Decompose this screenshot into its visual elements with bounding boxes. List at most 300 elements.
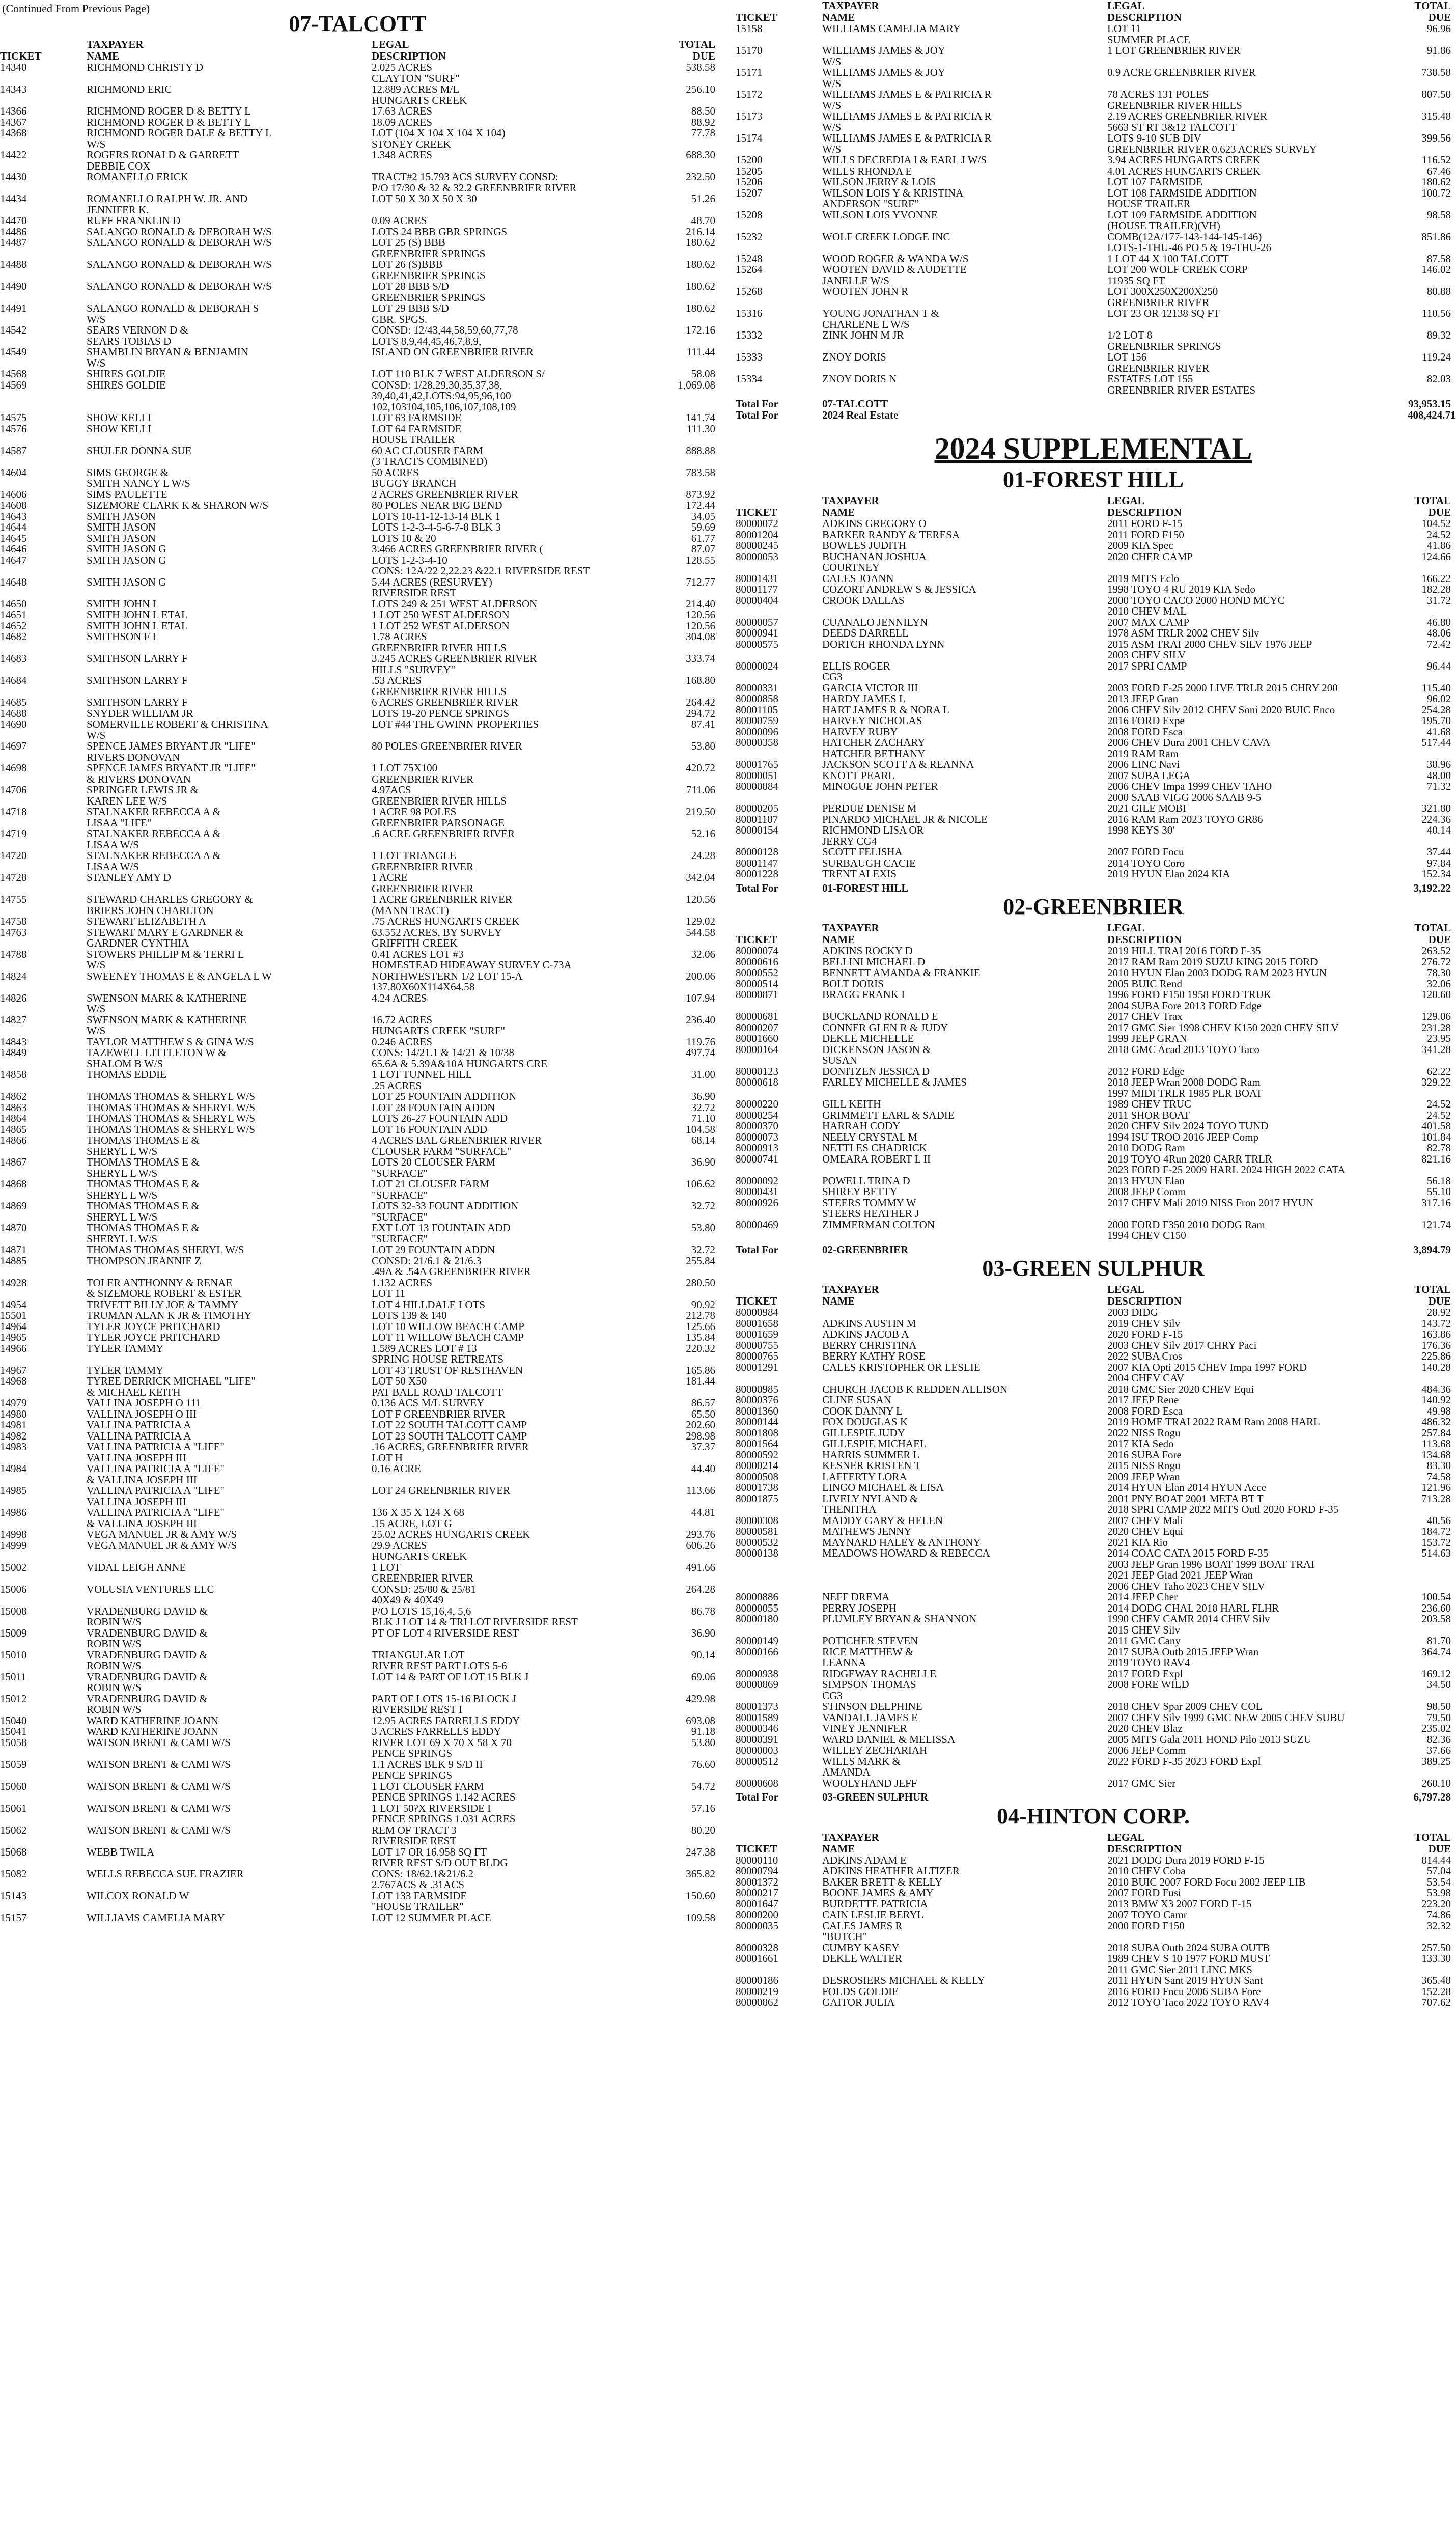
- header-taxpayer: TAXPAYER: [822, 0, 879, 12]
- table-row: [0, 1332, 715, 1343]
- ticket-cell: 14587: [0, 444, 27, 457]
- taxpayer-name-cell: SURBAUGH CACIE: [822, 856, 916, 869]
- table-row: [0, 927, 715, 949]
- ticket-cell: 14690: [0, 718, 27, 730]
- legal-description-cell: 2007 TOYO Camr: [1107, 1908, 1187, 1921]
- total-due-cell: 69.06: [691, 1670, 715, 1683]
- total-due-cell: 514.63: [1421, 1547, 1451, 1559]
- ticket-cell: 14720: [0, 849, 27, 862]
- taxpayer-name-cell: SEARS VERNON D & SEARS TOBIAS D: [87, 324, 188, 347]
- legal-description-cell: 2022 FORD F-35 2023 FORD Expl: [1107, 1755, 1261, 1767]
- table-row: [0, 719, 715, 741]
- legal-description-cell: LOTS 10-11-12-13-14 BLK 1: [372, 510, 500, 522]
- table-row: [0, 1913, 715, 1924]
- legal-description-cell: 0.41 ACRES LOT #3 HOMESTEAD HIDEAWAY SURVEY C-73A: [372, 948, 572, 971]
- legal-description-cell: 2019 CHEV Silv: [1107, 1317, 1181, 1330]
- table-row: [0, 281, 715, 303]
- ticket-cell: 80000681: [736, 1010, 778, 1022]
- total-due-cell: 317.16: [1421, 1196, 1451, 1209]
- taxpayer-name-cell: WILLS DECREDIA I & EARL J W/S: [822, 154, 987, 166]
- header-taxpayer: TAXPAYER: [822, 494, 879, 507]
- table-row: [0, 128, 715, 150]
- total-district: 07-TALCOTT: [822, 398, 888, 410]
- ticket-cell: 80001177: [736, 583, 778, 595]
- table-row: [0, 1091, 715, 1102]
- table-row: [0, 949, 715, 971]
- legal-description-cell: NORTHWESTERN 1/2 LOT 15-A 137.80X60X114X64.58: [372, 970, 523, 993]
- total-due-cell: 62.22: [1426, 1065, 1451, 1077]
- total-amount: 408,424.71: [1408, 408, 1456, 421]
- ticket-cell: 80001187: [736, 813, 778, 825]
- ticket-cell: 80001659: [736, 1328, 778, 1340]
- legal-description-cell: 80 POLES GREENBRIER RIVER: [372, 740, 522, 752]
- ticket-cell: 15207: [736, 186, 763, 199]
- total-due-cell: 235.02: [1421, 1722, 1451, 1734]
- taxpayer-name-cell: SALANGO RONALD & DEBORAH S W/S: [87, 302, 259, 325]
- header-ticket: TICKET: [736, 506, 777, 518]
- total-due-cell: 212.78: [686, 1309, 715, 1321]
- column-header-top: [0, 39, 715, 50]
- total-due-cell: 255.84: [686, 1254, 715, 1267]
- header-legal: LEGAL: [1107, 1831, 1145, 1843]
- taxpayer-name-cell: GILLESPIE MICHAEL: [822, 1437, 927, 1450]
- real-estate-total-row: [736, 408, 1456, 421]
- total-due-cell: 116.52: [1422, 154, 1451, 166]
- ticket-cell: 15316: [736, 307, 763, 319]
- ticket-cell: 15248: [736, 252, 763, 265]
- table-row: [736, 1866, 1451, 1877]
- total-due-cell: 38.96: [1426, 758, 1451, 770]
- table-row: [0, 599, 715, 610]
- total-due-cell: 77.78: [691, 127, 715, 139]
- total-due-cell: 87.07: [691, 543, 715, 555]
- taxpayer-name-cell: TAYLOR MATTHEW S & GINA W/S: [87, 1035, 254, 1048]
- left-header: [0, 39, 715, 62]
- ticket-cell: 80001658: [736, 1317, 778, 1330]
- legal-description-cell: LOTS 32-33 FOUNT ADDITION "SURFACE": [372, 1200, 519, 1223]
- total-due-cell: 146.02: [1421, 263, 1451, 275]
- ticket-cell: 15268: [736, 285, 763, 297]
- district-section: [736, 1255, 1451, 1803]
- ticket-cell: 80000581: [736, 1525, 778, 1537]
- ticket-cell: 80000164: [736, 1043, 778, 1056]
- total-due-cell: 176.36: [1421, 1339, 1451, 1351]
- total-due-cell: 333.74: [686, 652, 715, 665]
- legal-description-cell: LOT 29 FOUNTAIN ADDN: [372, 1243, 495, 1256]
- header-description: DESCRIPTION: [1107, 1295, 1182, 1307]
- legal-description-cell: 2016 FORD Expe: [1107, 714, 1185, 727]
- table-row: [736, 1592, 1451, 1603]
- legal-description-cell: LOT 26 (S)BBB GREENBRIER SPRINGS: [372, 258, 486, 282]
- taxpayer-name-cell: STEERS TOMMY W STEERS HEATHER J: [822, 1196, 919, 1220]
- table-row: [736, 715, 1451, 727]
- ticket-cell: 80000984: [736, 1306, 778, 1318]
- taxpayer-name-cell: WOOD ROGER & WANDA W/S: [822, 252, 969, 265]
- talcott-rows-left: [0, 62, 715, 1923]
- total-due-cell: 166.22: [1421, 572, 1451, 585]
- ticket-cell: 80001228: [736, 868, 778, 880]
- ticket-cell: 14728: [0, 871, 27, 883]
- total-due-cell: 342.04: [686, 871, 715, 883]
- taxpayer-name-cell: THOMAS THOMAS E & SHERYL L W/S: [87, 1222, 200, 1245]
- taxpayer-name-cell: VRADENBURG DAVID & ROBIN W/S: [87, 1604, 208, 1628]
- total-due-cell: 32.06: [1426, 977, 1451, 990]
- ticket-cell: 80000512: [736, 1755, 778, 1767]
- total-due-cell: 52.16: [691, 827, 715, 840]
- legal-description-cell: 2005 BUIC Rend: [1107, 977, 1182, 990]
- table-row: [736, 111, 1451, 133]
- total-due-cell: 100.72: [1421, 186, 1451, 199]
- table-row: [0, 1047, 715, 1069]
- total-due-cell: 236.60: [1421, 1601, 1451, 1614]
- total-due-cell: 53.80: [691, 1222, 715, 1234]
- total-due-cell: 78.30: [1426, 966, 1451, 979]
- total-due-cell: 263.52: [1421, 945, 1451, 957]
- ticket-cell: 14487: [0, 236, 27, 248]
- ticket-cell: 15264: [736, 263, 763, 275]
- taxpayer-name-cell: RICHMOND ROGER DALE & BETTY L W/S: [87, 127, 272, 150]
- table-row: [736, 1154, 1451, 1176]
- total-due-cell: 401.58: [1421, 1120, 1451, 1132]
- legal-description-cell: 1.132 ACRES LOT 11: [372, 1276, 433, 1299]
- total-due-cell: 538.58: [686, 61, 715, 73]
- legal-description-cell: CONSD: 21/6.1 & 21/6.3 .49A & .54A GREENBRIER RIVER: [372, 1254, 531, 1278]
- table-row: [736, 1745, 1451, 1756]
- ticket-cell: 80000328: [736, 1941, 778, 1954]
- legal-description-cell: 2020 CHEV Blaz: [1107, 1722, 1183, 1734]
- table-row: [0, 1715, 715, 1727]
- legal-description-cell: TRACT#2 15.793 ACS SURVEY CONSD: P/O 17/30 & 32 & 32.2 GREENBRIER RIVER: [372, 171, 577, 194]
- supplemental-sections: [736, 466, 1451, 2008]
- taxpayer-name-cell: HARRIS SUMMER L: [822, 1448, 920, 1461]
- table-row: [736, 1669, 1451, 1680]
- legal-description-cell: 2022 SUBA Cros: [1107, 1350, 1183, 1362]
- table-row: [736, 133, 1451, 155]
- total-due-cell: 163.86: [1421, 1328, 1451, 1340]
- ticket-cell: 14967: [0, 1364, 27, 1376]
- ticket-cell: 15008: [0, 1604, 27, 1617]
- total-due-cell: 32.06: [691, 948, 715, 960]
- total-due-cell: 389.25: [1421, 1755, 1451, 1767]
- table-row: [0, 1256, 715, 1278]
- taxpayer-name-cell: TYLER TAMMY: [87, 1342, 164, 1354]
- ticket-cell: 14651: [0, 608, 27, 621]
- ticket-cell: 14576: [0, 422, 27, 435]
- header-name: NAME: [822, 1842, 855, 1855]
- table-row: [736, 595, 1451, 617]
- legal-description-cell: 2003 DIDG: [1107, 1306, 1158, 1318]
- taxpayer-name-cell: NETTLES CHADRICK: [822, 1142, 927, 1154]
- legal-description-cell: LOTS 26-27 FOUNTAIN ADD: [372, 1112, 508, 1124]
- legal-description-cell: 2020 CHEV Equi: [1107, 1525, 1183, 1537]
- total-due-cell: 100.54: [1421, 1591, 1451, 1603]
- table-row: [736, 1548, 1451, 1592]
- ticket-cell: 80000741: [736, 1152, 778, 1165]
- table-row: [736, 781, 1451, 803]
- legal-description-cell: 2020 CHEV Silv 2024 TOYO TUND: [1107, 1120, 1269, 1132]
- taxpayer-name-cell: VALLINA PATRICIA A: [87, 1419, 191, 1431]
- ticket-cell: 80001738: [736, 1481, 778, 1493]
- total-due-cell: 32.72: [691, 1200, 715, 1212]
- taxpayer-name-cell: WATSON BRENT & CAMI W/S: [87, 1736, 231, 1749]
- legal-description-cell: 0.246 ACRES: [372, 1035, 433, 1048]
- ticket-cell: 14646: [0, 543, 27, 555]
- legal-description-cell: ESTATES LOT 155 GREENBRIER RIVER ESTATES: [1107, 373, 1256, 396]
- total-due-cell: 74.58: [1426, 1470, 1451, 1483]
- table-row: [736, 1362, 1451, 1384]
- header-due: DUE: [1428, 11, 1451, 23]
- legal-description-cell: 2007 FORD Fusi: [1107, 1887, 1181, 1899]
- legal-description-cell: 2010 HYUN Elan 2003 DODG RAM 2023 HYUN: [1107, 966, 1327, 979]
- table-row: [736, 617, 1451, 628]
- ticket-cell: 14648: [0, 575, 27, 588]
- taxpayer-name-cell: SCOTT FELISHA: [822, 846, 903, 858]
- legal-description-cell: 2011 HYUN Sant 2019 HYUN Sant: [1107, 1974, 1263, 1986]
- legal-description-cell: 2016 SUBA Fore: [1107, 1448, 1182, 1461]
- taxpayer-name-cell: WILSON LOIS Y & KRISTINA ANDERSON "SURF": [822, 186, 964, 210]
- table-row: [736, 1756, 1451, 1778]
- ticket-cell: 80000794: [736, 1865, 778, 1877]
- legal-description-cell: 3.94 ACRES HUNGARTS CREEK: [1107, 154, 1261, 166]
- taxpayer-name-cell: SMITHSON LARRY F: [87, 652, 188, 665]
- taxpayer-name-cell: CALES JAMES R "BUTCH": [822, 1919, 903, 1943]
- table-row: [736, 759, 1451, 770]
- table-row: [736, 1986, 1451, 1998]
- ticket-cell: 80001204: [736, 528, 778, 541]
- ticket-cell: 15158: [736, 22, 763, 35]
- total-due-cell: 341.28: [1421, 1043, 1451, 1056]
- taxpayer-name-cell: STINSON DELPHINE: [822, 1700, 922, 1712]
- total-due-cell: 44.40: [691, 1462, 715, 1475]
- header-legal: LEGAL: [1107, 0, 1145, 12]
- legal-description-cell: 1 LOT CLOUSER FARM PENCE SPRINGS 1.142 ACRES: [372, 1780, 516, 1803]
- header-total: TOTAL: [1414, 0, 1451, 12]
- table-row: [0, 1726, 715, 1737]
- total-due-cell: 165.86: [686, 1364, 715, 1376]
- table-row: [736, 1877, 1451, 1888]
- table-row: [736, 770, 1451, 782]
- table-row: [0, 227, 715, 238]
- taxpayer-name-cell: SHOW KELLI: [87, 411, 152, 424]
- taxpayer-name-cell: WARD DANIEL & MELISSA: [822, 1733, 956, 1746]
- table-row: [0, 807, 715, 828]
- legal-description-cell: LOT 200 WOLF CREEK CORP 11935 SQ FT: [1107, 263, 1248, 287]
- ticket-cell: 80001372: [736, 1875, 778, 1888]
- table-row: [0, 511, 715, 522]
- legal-description-cell: LOT 14 & PART OF LOT 15 BLK J: [372, 1670, 529, 1683]
- ticket-cell: 14985: [0, 1484, 27, 1497]
- table-row: [736, 1220, 1451, 1241]
- legal-description-cell: CONS: 14/21.1 & 14/21 & 10/38 65.6A & 5.39A&10A HUNGARTS CRE: [372, 1046, 548, 1070]
- table-row: [0, 259, 715, 281]
- taxpayer-name-cell: ZNOY DORIS N: [822, 373, 897, 385]
- table-row: [0, 467, 715, 489]
- total-due-cell: 120.56: [686, 619, 715, 632]
- taxpayer-name-cell: WILLEY ZECHARIAH: [822, 1744, 928, 1756]
- table-row: [0, 1672, 715, 1694]
- ticket-cell: 14788: [0, 948, 27, 960]
- ticket-cell: 80001147: [736, 856, 778, 869]
- taxpayer-name-cell: SMITH JOHN L: [87, 597, 159, 610]
- taxpayer-name-cell: OMEARA ROBERT L II: [822, 1152, 931, 1165]
- right-column: [736, 0, 1456, 2008]
- legal-description-cell: 2007 MAX CAMP: [1107, 616, 1190, 628]
- legal-description-cell: 2000 FORD F350 2010 DODG Ram 1994 CHEV C150: [1107, 1218, 1265, 1241]
- legal-description-cell: LOT 25 (S) BBB GREENBRIER SPRINGS: [372, 236, 486, 260]
- table-row: [0, 653, 715, 675]
- ticket-cell: 80000941: [736, 627, 778, 639]
- total-due-cell: 712.77: [686, 575, 715, 588]
- total-due-cell: 37.44: [1426, 846, 1451, 858]
- legal-description-cell: P/O LOTS 15,16,4, 5,6 BLK J LOT 14 & TRI LOT RIVERSIDE REST: [372, 1604, 578, 1628]
- taxpayer-name-cell: ZNOY DORIS: [822, 351, 886, 363]
- table-row: [0, 1376, 715, 1398]
- ticket-cell: 14870: [0, 1222, 27, 1234]
- total-due-cell: 202.60: [686, 1419, 715, 1431]
- taxpayer-name-cell: ELLIS ROGER CG3: [822, 659, 890, 683]
- taxpayer-name-cell: DEKLE MICHELLE: [822, 1032, 914, 1044]
- table-row: [736, 330, 1451, 352]
- legal-description-cell: LOTS 1-2-3-4-5-6-7-8 BLK 3: [372, 521, 501, 533]
- table-row: [0, 117, 715, 128]
- legal-description-cell: LOTS 249 & 251 WEST ALDERSON: [372, 597, 538, 610]
- taxpayer-name-cell: TRENT ALEXIS: [822, 868, 897, 880]
- total-due-cell: 87.58: [1426, 252, 1451, 265]
- total-due-cell: 141.74: [686, 411, 715, 424]
- total-due-cell: 257.50: [1421, 1941, 1451, 1954]
- table-row: [736, 1460, 1451, 1472]
- header-description: DESCRIPTION: [1107, 933, 1182, 946]
- taxpayer-name-cell: DICKENSON JASON & SUSAN: [822, 1043, 931, 1066]
- header-total: TOTAL: [1414, 922, 1451, 934]
- ticket-cell: 14863: [0, 1101, 27, 1114]
- ticket-cell: 14980: [0, 1407, 27, 1420]
- ticket-cell: 15170: [736, 44, 763, 57]
- ticket-cell: 80000207: [736, 1021, 778, 1034]
- ticket-cell: 14858: [0, 1068, 27, 1081]
- header-taxpayer: TAXPAYER: [822, 922, 879, 934]
- ticket-cell: 14983: [0, 1441, 27, 1453]
- table-row: [736, 1636, 1451, 1647]
- table-row: [0, 850, 715, 872]
- total-due-cell: 129.06: [1421, 1010, 1451, 1022]
- taxpayer-name-cell: SIMS GEORGE & SMITH NANCY L W/S: [87, 466, 190, 489]
- header-legal: LEGAL: [1107, 1283, 1145, 1295]
- ticket-cell: 14698: [0, 762, 27, 774]
- table-row: [0, 237, 715, 259]
- total-due-cell: 88.50: [691, 105, 715, 117]
- taxpayer-name-cell: SIZEMORE CLARK K & SHARON W/S: [87, 499, 269, 511]
- taxpayer-name-cell: THOMAS THOMAS E & SHERYL L W/S: [87, 1178, 200, 1201]
- legal-description-cell: 2017 GMC Sier: [1107, 1777, 1176, 1789]
- taxpayer-name-cell: WILLIAMS CAMELIA MARY: [822, 22, 961, 35]
- ticket-cell: 80000331: [736, 681, 778, 694]
- legal-description-cell: LOT 29 BBB S/D GBR. SPGS.: [372, 302, 449, 325]
- taxpayer-name-cell: SMITHSON LARRY F: [87, 674, 188, 686]
- ticket-cell: 80000051: [736, 769, 778, 782]
- table-row: [0, 1321, 715, 1333]
- table-row: [736, 869, 1451, 880]
- table-row: [736, 551, 1451, 573]
- total-due-cell: 109.58: [686, 1911, 715, 1924]
- legal-description-cell: 1994 ISU TROO 2016 JEEP Comp: [1107, 1130, 1258, 1143]
- table-row: [736, 946, 1451, 957]
- legal-description-cell: 2 ACRES GREENBRIER RIVER: [372, 488, 518, 501]
- ticket-cell: 80000072: [736, 517, 778, 530]
- district-total-row: [736, 1792, 1451, 1803]
- ticket-cell: 14569: [0, 378, 27, 391]
- total-due-cell: 37.66: [1426, 1744, 1451, 1756]
- taxpayer-name-cell: VALLINA PATRICIA A "LIFE" & VALLINA JOSEPH III: [87, 1506, 225, 1530]
- ticket-cell: 15172: [736, 88, 763, 100]
- legal-description-cell: LOT 50 X 30 X 50 X 30: [372, 192, 477, 205]
- total-due-cell: 110.56: [1422, 307, 1451, 319]
- table-row: [736, 1778, 1451, 1789]
- table-row: [0, 708, 715, 719]
- total-due-cell: 497.74: [686, 1046, 715, 1059]
- talcott-total-row: [736, 399, 1451, 410]
- ticket-cell: 80000514: [736, 977, 778, 990]
- legal-description-cell: 2017 JEEP Rene: [1107, 1394, 1179, 1406]
- legal-description-cell: .6 ACRE GREENBRIER RIVER: [372, 827, 515, 840]
- legal-description-cell: 2019 HILL TRAI 2016 FORD F-35: [1107, 945, 1261, 957]
- table-row: [736, 1340, 1451, 1351]
- table-row: [736, 1099, 1451, 1110]
- ticket-cell: 80000254: [736, 1109, 778, 1121]
- total-due-cell: 688.30: [686, 149, 715, 161]
- table-row: [0, 1584, 715, 1606]
- total-due-cell: 55.10: [1426, 1185, 1451, 1198]
- taxpayer-name-cell: WILLIAMS JAMES E & PATRICIA R W/S: [822, 110, 992, 133]
- taxpayer-name-cell: SHOW KELLI: [87, 422, 152, 435]
- ticket-cell: 14982: [0, 1429, 27, 1442]
- legal-description-cell: CONSD: 1/28,29,30,35,37,38, 39,40,41,42,LOTS:94,95,96,100 102,103104,105,106,107,108,109: [372, 378, 516, 413]
- total-amount: 93,953.15: [1408, 398, 1451, 410]
- taxpayer-name-cell: TRIVETT BILLY JOE & TAMMY: [87, 1298, 238, 1311]
- ticket-cell: 14979: [0, 1397, 27, 1409]
- legal-description-cell: 2005 MITS Gala 2011 HOND Pilo 2013 SUZU: [1107, 1733, 1312, 1746]
- ticket-cell: 14682: [0, 630, 27, 643]
- legal-description-cell: LOT 156 GREENBRIER RIVER: [1107, 351, 1210, 374]
- taxpayer-name-cell: DONITZEN JESSICA D: [822, 1065, 930, 1077]
- taxpayer-name-cell: WATSON BRENT & CAMI W/S: [87, 1823, 231, 1836]
- ticket-cell: 14343: [0, 83, 27, 95]
- ticket-cell: 15501: [0, 1309, 27, 1321]
- table-row: [736, 639, 1451, 661]
- legal-description-cell: 2009 KIA Spec: [1107, 539, 1173, 551]
- taxpayer-name-cell: SMITH JASON G: [87, 554, 166, 566]
- table-row: [736, 694, 1451, 705]
- total-due-cell: 214.40: [686, 597, 715, 610]
- legal-description-cell: LOT 133 FARMSIDE "HOUSE TRAILER": [372, 1889, 467, 1913]
- ticket-cell: 14606: [0, 488, 27, 501]
- ticket-cell: 14488: [0, 258, 27, 270]
- table-row: [0, 1201, 715, 1223]
- ticket-cell: 15157: [0, 1911, 27, 1924]
- legal-description-cell: LOT 21 CLOUSER FARM "SURFACE": [372, 1178, 489, 1201]
- taxpayer-name-cell: CONNER GLEN R & JUDY: [822, 1021, 948, 1034]
- ticket-cell: 80000073: [736, 1130, 778, 1143]
- table-row: [736, 825, 1451, 847]
- ticket-cell: 14998: [0, 1528, 27, 1540]
- total-due-cell: 61.77: [691, 532, 715, 544]
- table-row: [0, 215, 715, 227]
- legal-description-cell: LOT F GREENBRIER RIVER: [372, 1407, 506, 1420]
- legal-description-cell: LOT #44 THE GWINN PROPERTIES: [372, 718, 539, 730]
- total-due-cell: 125.66: [686, 1320, 715, 1333]
- total-due-cell: 256.10: [686, 83, 715, 95]
- ticket-cell: 80001373: [736, 1700, 778, 1712]
